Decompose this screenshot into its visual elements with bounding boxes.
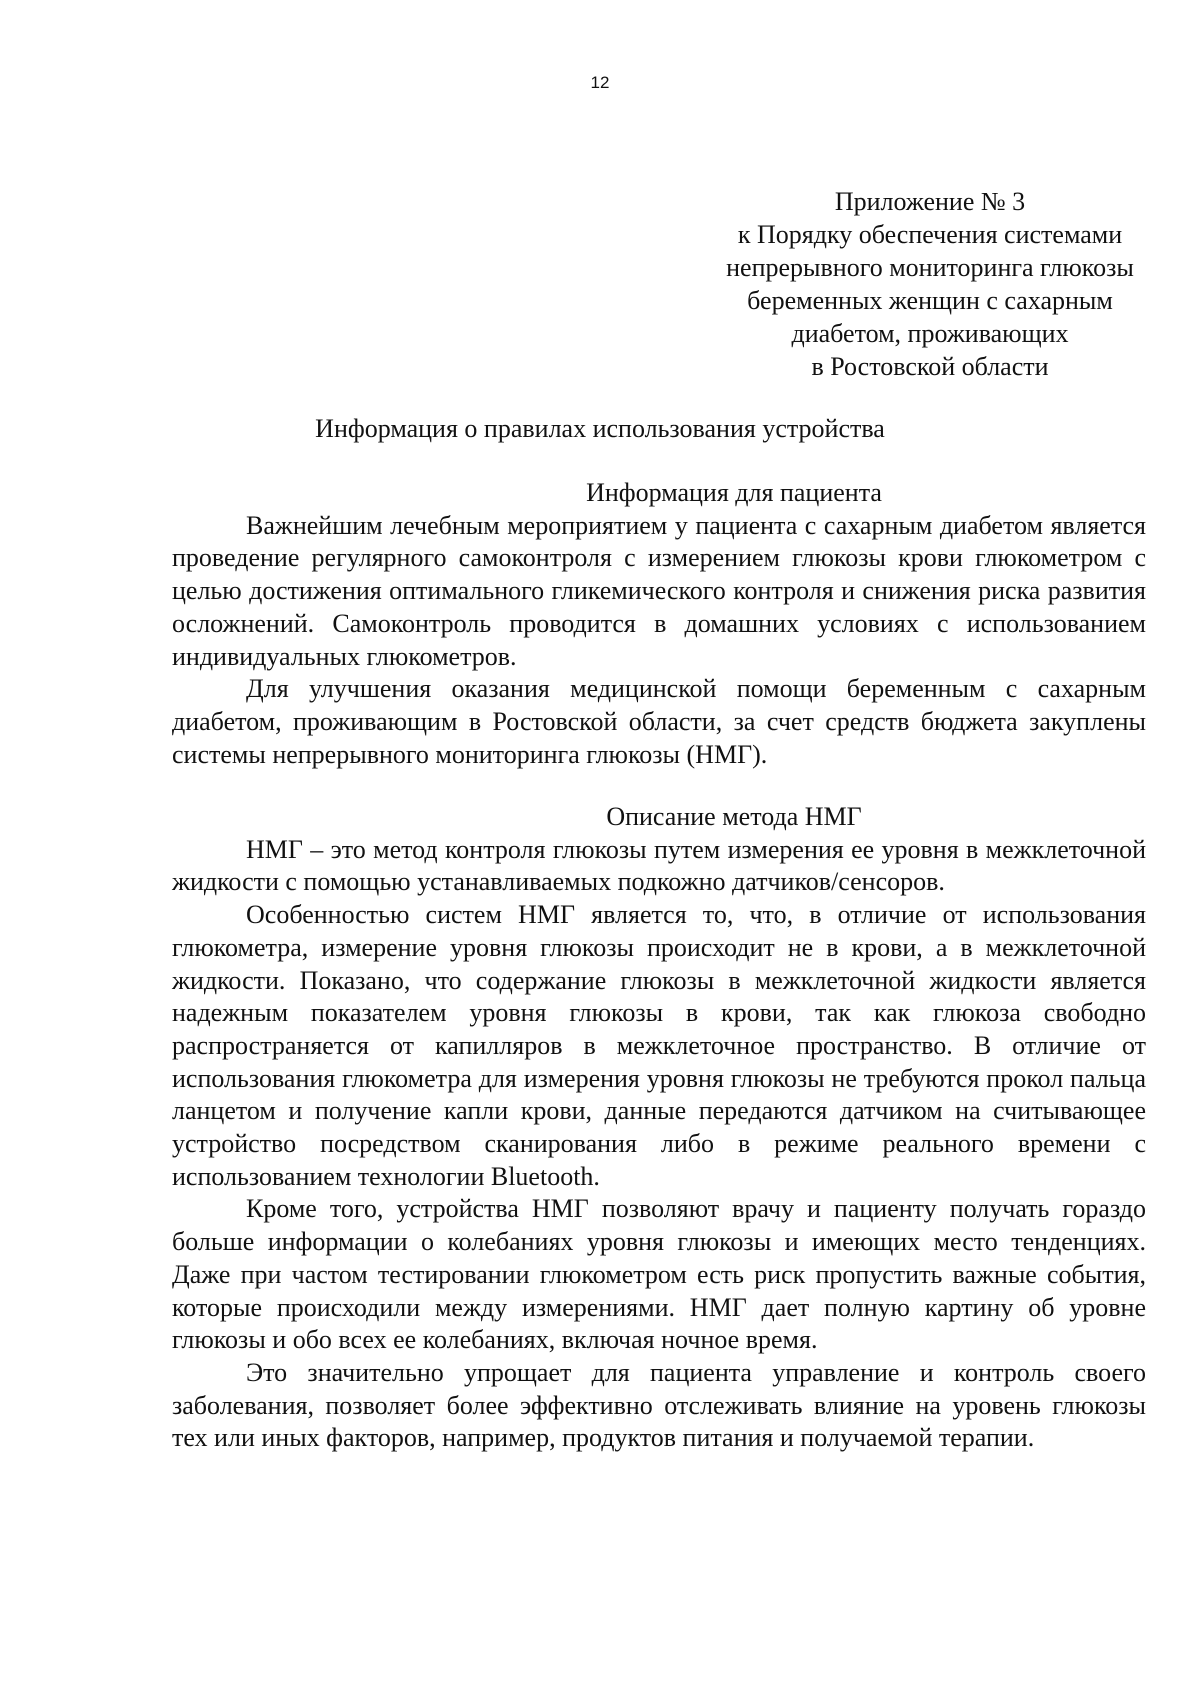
appendix-line: беременных женщин с сахарным: [747, 286, 1113, 315]
document-title: Информация о правилах использования устройства: [315, 414, 885, 443]
paragraph: Это значительно упрощает для пациента управление и контроль своего заболевания, позволяет более эффективно отслеживать влияние на уровень глюкозы тех или иных факторов, например, продуктов питания и получаемой терапии.: [172, 1357, 1146, 1453]
paragraph: Важнейшим лечебным мероприятием у пациента с сахарным диабетом является проведение регулярного самоконтроля с измерением глюкозы крови глюкометром с целью достижения оптимального гликемического контроля и снижения риска развития осложнений. Самоконтроль проводится в домашних условиях с использованием индивидуальных глюкометров.: [172, 510, 1146, 671]
appendix-line: непрерывного мониторинга глюкозы: [726, 253, 1134, 282]
appendix-header: [660, 185, 1200, 383]
paragraph: Для улучшения оказания медицинской помощи беременным с сахарным диабетом, проживающим в Ростовской области, за счет средств бюджета закуплены системы непрерывного мониторинга глюкозы (НМГ).: [172, 674, 1146, 769]
paragraph: НМГ – это метод контроля глюкозы путем измерения ее уровня в межклеточной жидкости с помощью устанавливаемых подкожно датчиков/сенсоров.: [172, 834, 1146, 897]
paragraph: Особенностью систем НМГ является то, что, в отличие от использования глюкометра, измерение уровня глюкозы происходит не в крови, а в межклеточной жидкости. Показано, что содержание глюкозы в межклеточной жидкости является надежным показателем уровня глюкозы в крови, так как глюкоза свободно распространяется от капилляров в межклеточное пространство. В отличие от использования глюкометра для измерения уровня глюкозы не требуются прокол пальца ланцетом и получение капли крови, данные передаются датчиком на считывающее устройство посредством сканирования либо в режиме реального времени с использованием технологии Bluetooth.: [172, 900, 1146, 1191]
appendix-line: Приложение № 3: [834, 187, 1026, 216]
page-number: 12: [590, 73, 610, 92]
paragraph: Кроме того, устройства НМГ позволяют врачу и пациенту получать гораздо больше информации о колебаниях уровня глюкозы и имеющих место тенденциях. Даже при частом тестировании глюкометром есть риск пропустить важные события, которые происходили между измерениями. НМГ дает полную картину об уровне глюкозы и обо всех ее колебаниях, включая ночное время.: [172, 1194, 1146, 1355]
section-method-description: [172, 801, 1146, 1455]
section-heading: Описание метода НМГ: [606, 802, 862, 831]
appendix-line: в Ростовской области: [811, 352, 1049, 381]
appendix-line: к Порядку обеспечения системами: [737, 220, 1123, 249]
section-heading: Информация для пациента: [586, 478, 882, 507]
section-patient-info: [172, 477, 1146, 771]
appendix-line: диабетом, проживающих: [791, 319, 1069, 348]
